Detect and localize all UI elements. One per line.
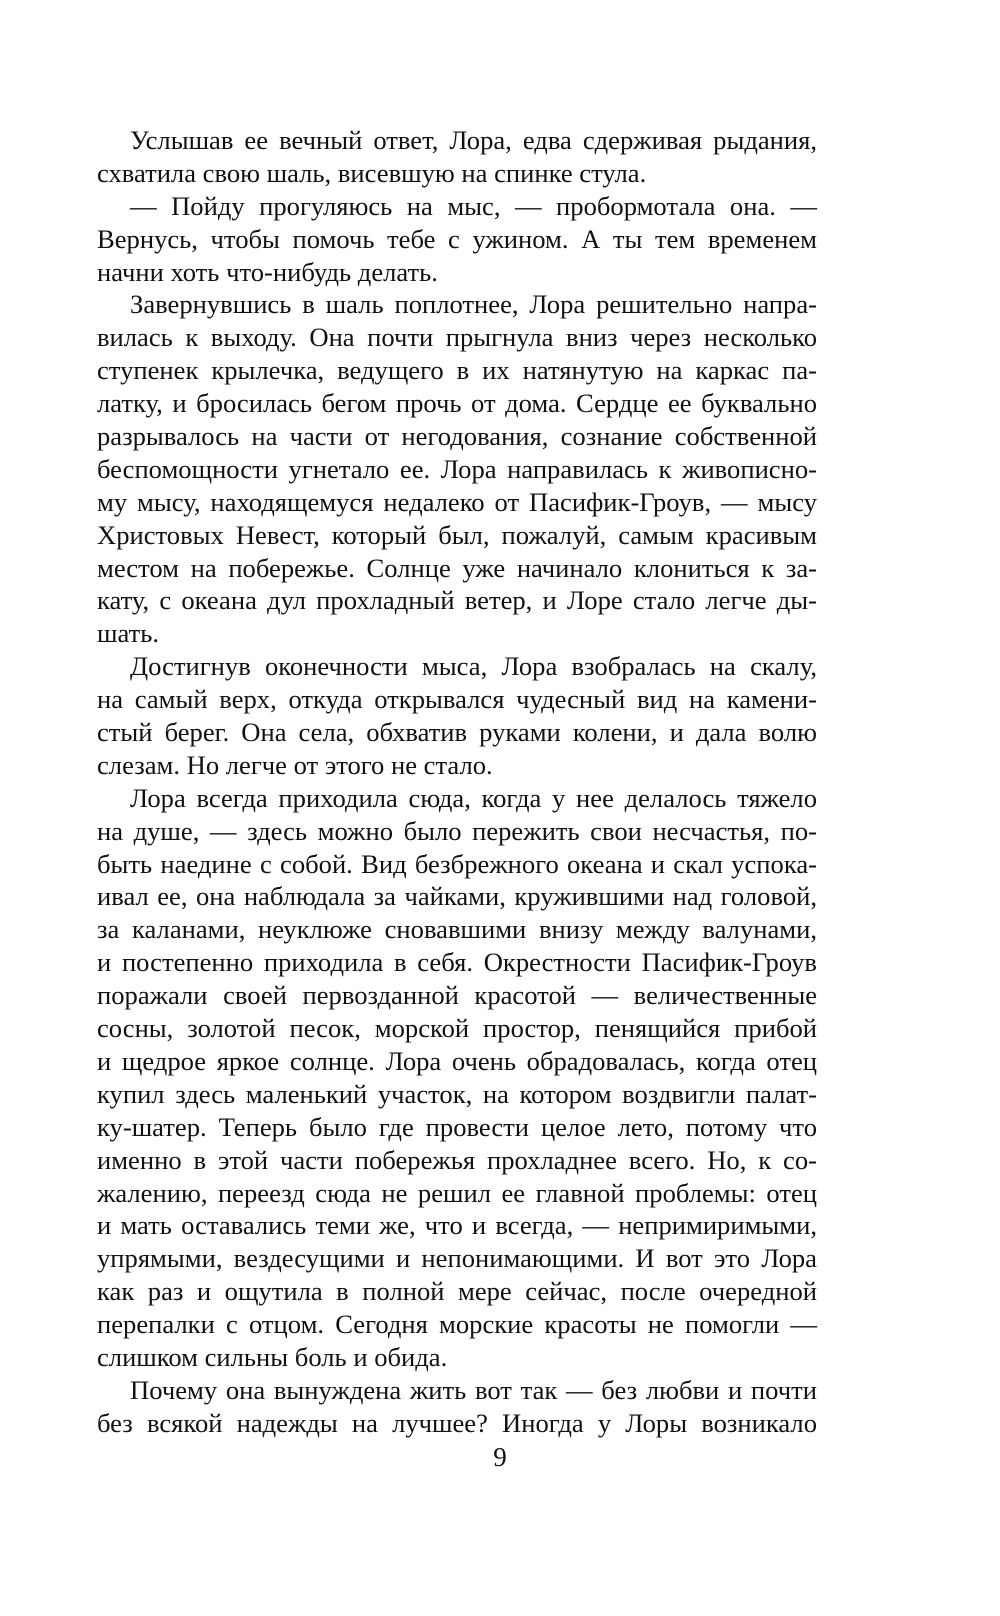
text-line: без всякой надежды на лучшее? Иногда у Лоры возникало (97, 1407, 817, 1438)
paragraph (97, 288, 817, 650)
text-line: беспомощности угнетало ее. Лора направилась к живописно- (97, 453, 817, 484)
text-line: Лора всегда приходила сюда, когда у нее делалось тяжело (130, 782, 817, 813)
text-line: сосны, золотой песок, морской простор, пенящийся прибой (97, 1013, 817, 1044)
text-line: слезам. Но легче от этого не стало. (97, 749, 493, 780)
text-line: — Пойду прогуляюсь на мыс, — пробормотала она. — (130, 190, 817, 221)
text-line: схватила свою шаль, висевшую на спинке стула. (97, 157, 647, 188)
text-line: вилась к выходу. Она почти прыгнула вниз через несколько (97, 322, 817, 353)
text-line: как раз и ощутила в полной мере сейчас, после очередной (97, 1276, 817, 1307)
text-line: Достигнув оконечности мыса, Лора взобралась на скалу, (130, 651, 817, 682)
text-line: ку-шатер. Теперь было где провести целое лето, потому что (97, 1111, 817, 1142)
text-line: Услышав ее вечный ответ, Лора, едва сдерживая рыдания, (130, 125, 817, 155)
text-line: му мысу, находящемуся недалеко от Пасифик-Гроув, — мысу (97, 486, 817, 517)
text-line: поражали своей первозданной красотой — величественные (97, 980, 817, 1011)
body-text (97, 124, 817, 1440)
text-line: разрывалось на части от негодования, сознание собственной (97, 421, 817, 452)
text-line: на душе, — здесь можно было пережить свои несчастья, по- (97, 815, 817, 846)
text-line: купил здесь маленький участок, на котором воздвигли палат- (97, 1078, 817, 1109)
text-line: начни хоть что-нибудь делать. (97, 256, 438, 287)
text-line: на самый верх, откуда открывался чудесный вид на камени- (97, 684, 817, 715)
text-line: Вернусь, чтобы помочь тебе с ужином. А ты тем временем (97, 223, 817, 254)
text-line: за каланами, неуклюже сновавшими внизу между валунами, (97, 914, 817, 945)
paragraph (97, 650, 817, 782)
paragraph (97, 1374, 817, 1440)
text-line: кату, с океана дул прохладный ветер, и Лоре стало легче ды- (97, 585, 817, 616)
text-line: жалению, переезд сюда не решил ее главной проблемы: отец (97, 1177, 817, 1208)
text-line: шать. (97, 618, 159, 649)
text-line: перепалки с отцом. Сегодня морские красоты не помогли — (97, 1309, 817, 1340)
text-line: местом на побережье. Солнце уже начинало клониться к за- (97, 552, 817, 583)
page-number: 9 (493, 1442, 507, 1472)
text-line: и постепенно приходила в себя. Окрестности Пасифик-Гроув (97, 947, 817, 978)
text-line: латку, и бросилась бегом прочь от дома. Сердце ее буквально (97, 388, 817, 419)
text-line: ступенек крылечка, ведущего в их натянутую на каркас па- (97, 355, 817, 386)
text-line: и щедрое яркое солнце. Лора очень обрадовалась, когда отец (97, 1045, 817, 1076)
text-line: слишком сильны боль и обида. (97, 1341, 448, 1372)
text-line: ивал ее, она наблюдала за чайками, кружившими над головой, (97, 881, 817, 912)
text-line: Почему она вынуждена жить вот так — без любви и почти (130, 1374, 817, 1405)
paragraph (97, 782, 817, 1374)
text-line: Христовых Невест, который был, пожалуй, самым красивым (97, 519, 817, 550)
paragraph (97, 190, 817, 289)
paragraph (97, 124, 817, 190)
text-line: и мать оставались теми же, что и всегда, — непримиримыми, (97, 1210, 817, 1241)
text-line: быть наедине с собой. Вид безбрежного океана и скал успока- (97, 848, 817, 879)
text-line: стый берег. Она села, обхватив руками колени, и дала волю (97, 717, 817, 748)
text-line: упрямыми, вездесущими и непонимающими. И вот это Лора (97, 1243, 817, 1274)
text-line: Завернувшись в шаль поплотнее, Лора решительно напра- (130, 289, 817, 320)
text-line: именно в этой части побережья прохладнее всего. Но, к со- (97, 1144, 817, 1175)
